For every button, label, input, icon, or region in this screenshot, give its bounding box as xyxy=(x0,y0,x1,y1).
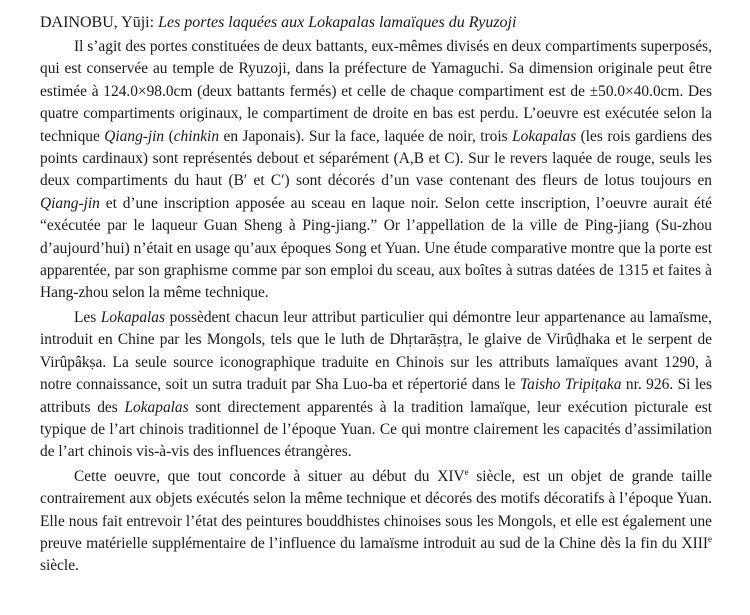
text-run: Les xyxy=(74,308,101,326)
paragraph-1 xyxy=(40,36,712,305)
italic-term: Qiang-jin xyxy=(40,194,100,212)
text-run: siècle. xyxy=(40,557,79,575)
text-run: (les rois gardiens des points cardinaux) sont représentés debout et séparément (A,B et C). Sur le revers laquée de rouge, seuls les deux compartiments du haut (B′ et C′) sont décorés d’un vase contenant des fleurs de lotus toujours en xyxy=(40,127,712,190)
superscript: e xyxy=(464,466,469,477)
text-run: en Japonais). Sur la face, laquée de noir, trois xyxy=(219,127,513,145)
heading-separator: : xyxy=(149,14,159,31)
author-name: DAINOBU, Yūji xyxy=(40,14,150,31)
text-run: Il s’agit des portes constituées de deux battants, eux-mêmes divisés en deux compartiments superposés, qui est conservée au temple de Ryuzoji, dans la préfecture de Yamaguchi. Sa dimension originale peut être estimée à 124.0×98.0cm (deux battants fermés) et celle de chaque compartiment est de ±50.0×40.0cm. Des quatre compartiments originaux, le compartiment de droite en bas est perdu. L’oeuvre est exécutée selon la technique xyxy=(40,38,712,145)
italic-term: Lokapalas xyxy=(124,398,189,416)
italic-term: Taisho Tripiṭaka xyxy=(519,376,622,394)
paragraph-2 xyxy=(40,307,712,464)
italic-term: Qiang-jin xyxy=(104,127,165,145)
text-run: sont directement apparentés à la tradition lamaïque, leur exécution picturale est typique de l’art chinois traditionnel de l’époque Yuan. Ce qui montre clairement les capacités d’assimilation de l’art chinois vis-à-vis des influences étrangères. xyxy=(40,398,712,461)
article-title: Les portes laquées aux Lokapalas lamaïques du Ryuzoji xyxy=(158,14,517,31)
italic-term: Lokapalas xyxy=(100,308,165,326)
text-run: possèdent chacun leur attribut particulier qui démontre leur appartenance au lamaïsme, introduit en Chine par les Mongols, tels que le luth de Dhṛtarāṣṭra, le glaive de Virûḍhaka et le serpent de Virûpâkṣa. La seule source iconographique traduite en Chinois sur les attributs lamaïques avant 1290, à notre connaissance, soit un sutra traduit par Sha Luo-ba et répertorié dans le xyxy=(40,308,712,394)
text-run: ( xyxy=(164,127,174,145)
superscript: e xyxy=(708,533,712,544)
article-heading xyxy=(40,12,712,34)
text-run: et d’une inscription apposée au sceau en laque noir. Selon cette inscription, l’oeuvre aurait été “exécutée par le laqueur Guan Sheng à Ping-jiang.” Or l’appellation de la ville de Ping-jiang (Su-zhou d’aujourd’hui) n’était en usage qu’aux époques Song et Yuan. Une étude comparative montre que la porte est apparentée, par son graphisme comme par son emploi du sceau, aux boîtes à sutras datées de 1315 et faites à Hang-zhou selon la même technique. xyxy=(40,194,712,302)
text-run: siècle, est un objet de grande taille contrairement aux objets exécutés selon la même technique et décorés des motifs décoratifs à l’époque Yuan. Elle nous fait entrevoir l’état des peintures bouddhistes chinoises sous les Mongols, et elle est également une preuve matérielle supplémentaire de l’influence du lamaïsme introduit au sud de la Chine dès la fin du XIII xyxy=(40,467,713,552)
italic-term: chinkin xyxy=(173,127,220,145)
italic-term: Lokapalas xyxy=(512,127,577,145)
text-run: Cette oeuvre, que tout concorde à situer au début du XIV xyxy=(74,467,465,485)
text-run: nr. 926. Si les attributs des xyxy=(40,376,712,416)
paragraph-3 xyxy=(40,466,712,578)
